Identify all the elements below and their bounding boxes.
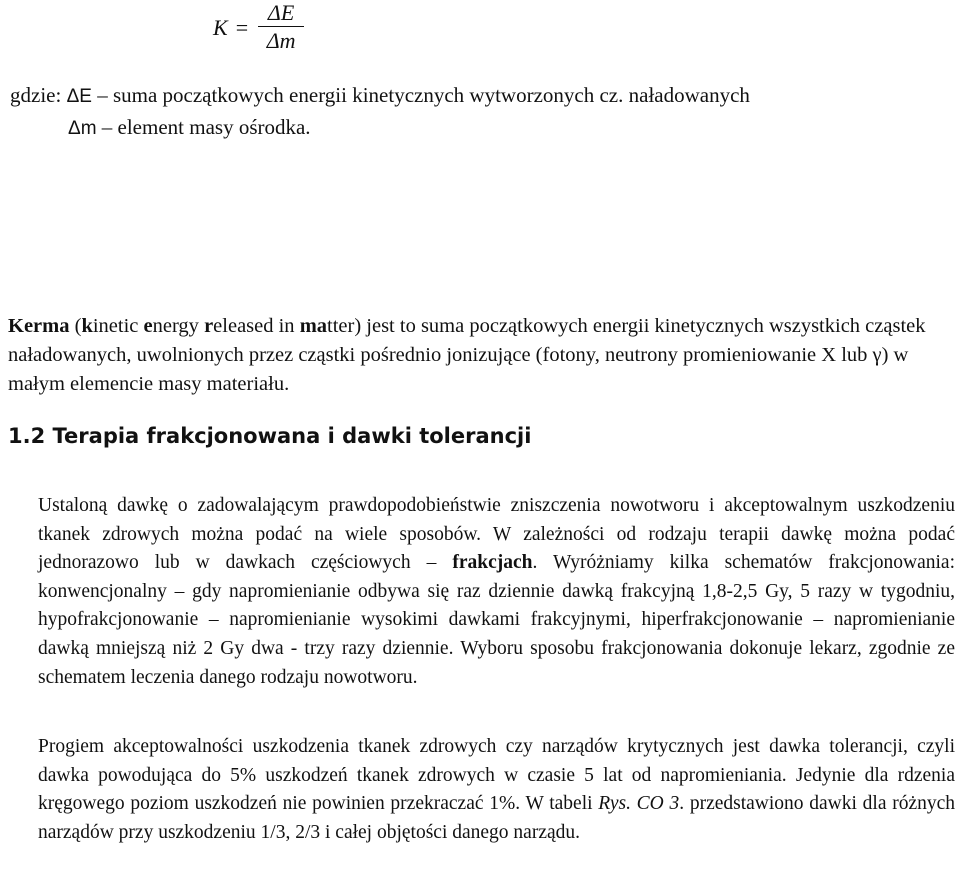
- formula-definitions: [10, 80, 750, 144]
- kerma-text-3: nergy: [152, 315, 205, 337]
- formula-denominator: Δm: [266, 28, 296, 53]
- kerma-bold-k: k: [81, 315, 93, 337]
- kerma-formula: [213, 0, 304, 55]
- delta-m-symbol: Δm: [68, 118, 97, 139]
- definition-delta-m: [10, 112, 750, 144]
- formula-equals: =: [235, 14, 249, 40]
- paragraph-fractionation: [38, 492, 955, 692]
- kerma-bold-1: Ker: [8, 315, 43, 337]
- kerma-bold-r: r: [204, 315, 214, 337]
- p2-text-a: Progiem akceptowalności uszkodzenia tkanek zdrowych czy narządów krytycznych jest dawka tolerancji, czyli dawka powodująca do 5% uszkodzeń tkanek zdrowych w czasie 5 lat od napromieniania. Jedynie dla rdzenia kręgowego poziom uszkodzeń nie powinien przekraczać 1%. W tabeli: [38, 736, 955, 815]
- p1-bold-term: frakcjach: [452, 552, 533, 574]
- delta-m-text: – element masy ośrodka.: [96, 115, 311, 139]
- paragraph-tolerance: [38, 733, 955, 847]
- p2-text-b: . przedstawiono dawki dla różnych narządów przy uszkodzeniu 1/3, 2/3 i całej objętości danego narządu.: [38, 793, 956, 843]
- delta-e-symbol: ΔE: [66, 86, 92, 107]
- kerma-text-2: inetic: [92, 315, 144, 337]
- p2-figure-ref: Rys. CO 3: [598, 793, 680, 815]
- p1-text-a: Ustaloną dawkę o zadowalającym prawdopodobieństwie zniszczenia nowotworu i akceptowalnym uszkodzeniu tkanek zdrowych można podać na wiele sposobów. W zależności od rodzaju terapii dawkę można podać jednorazowo lub w dawkach częściowych –: [38, 495, 955, 574]
- kerma-text-4: eleased in: [213, 315, 300, 337]
- definition-delta-e: [10, 80, 750, 112]
- delta-e-text: – suma początkowych energii kinetycznych wytworzonych cz. naładowanych: [91, 83, 750, 107]
- section-heading: 1.2 Terapia frakcjonowana i dawki tolerancji: [8, 424, 532, 448]
- formula-lhs: K: [213, 14, 228, 40]
- formula-numerator: ΔE: [267, 0, 295, 25]
- kerma-bold-2: ma: [42, 315, 70, 337]
- kerma-definition-paragraph: [8, 312, 956, 399]
- p1-text-b: . Wyróżniamy kilka schematów frakcjonowania: konwencjonalny – gdy napromienianie odbywa się raz dziennie dawką frakcyjną 1,8-2,5 Gy, 5 razy w tygodniu, hypofrakcjonowanie – napromienianie wysokimi dawkami frakcyjnymi, hiperfrakcjonowanie – napromienianie dawką mniejszą niż 2 Gy dwa - trzy razy dziennie. Wyboru sposobu frakcjonowania dokonuje lekarz, zgodnie ze schematem leczenia danego rodzaju nowotworu.: [38, 552, 955, 688]
- kerma-text-1: (: [69, 315, 82, 337]
- kerma-bold-e: e: [143, 315, 153, 337]
- kerma-bold-ma: ma: [299, 315, 328, 337]
- definitions-intro: gdzie:: [10, 83, 67, 107]
- formula-fraction: [258, 0, 304, 55]
- kerma-text-5: tter) jest to suma początkowych energii kinetycznych wszystkich cząstek naładowanych, uwolnionych przez cząstki pośrednio jonizujące (fotony, neutrony promieniowanie X lub γ) w małym elemencie masy materiału.: [8, 315, 926, 395]
